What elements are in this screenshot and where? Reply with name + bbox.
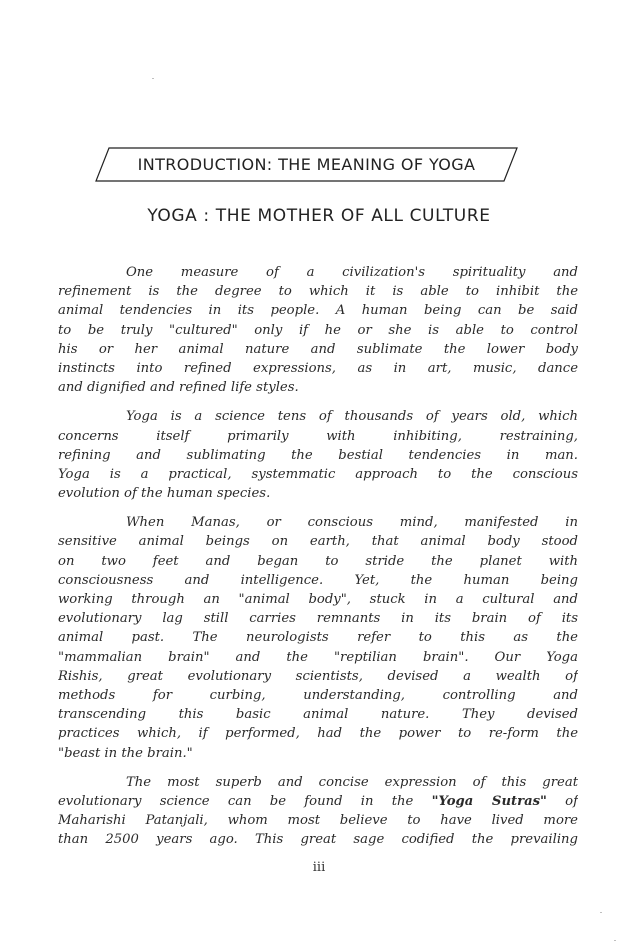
text-line: Yoga is a science tens of thousands of years old, which — [126, 409, 578, 425]
text-line: Rishis, great evolutionary scientists, devised a wealth of — [58, 668, 578, 684]
text-line: on two feet and began to stride the planet with — [58, 553, 578, 569]
text-segment: of — [546, 793, 578, 809]
text-line: When Manas, or conscious mind, manifested in — [126, 515, 578, 531]
text-line: methods for curbing, understanding, controlling and — [58, 687, 578, 703]
text-line: evolution of the human species. — [58, 486, 271, 502]
text-line: animal past. The neurologists refer to this as the — [58, 630, 578, 646]
paragraph — [58, 263, 578, 397]
text-line: evolutionary lag still carries remnants in its brain of its — [58, 611, 578, 627]
text-line: consciousness and intelligence. Yet, the human being — [58, 572, 578, 588]
paragraph — [58, 407, 578, 503]
paragraph — [58, 513, 578, 762]
chapter-banner — [95, 145, 518, 183]
book-title: "Yoga Sutras" — [431, 793, 547, 809]
text-line: concerns itself primarily with inhibiting, restraining, — [58, 428, 578, 444]
scan-speck — [600, 912, 602, 913]
text-line: The most superb and concise expression of this great — [126, 774, 578, 790]
text-segment: evolutionary science can be found in the — [58, 793, 414, 809]
page-number: iii — [312, 860, 326, 875]
text-line: One measure of a civilization's spirituality and — [126, 265, 578, 280]
scan-speck — [152, 78, 154, 79]
text-line: practices which, if performed, had the power to re-form the — [58, 726, 578, 742]
chapter-title: INTRODUCTION: THE MEANING OF YOGA — [137, 154, 476, 174]
text-line: working through an "animal body", stuck in a cultural and — [58, 592, 578, 607]
text-line: instincts into refined expressions, as in art, music, dance — [58, 360, 578, 376]
text-line: than 2500 years ago. This great sage codified the prevailing — [58, 832, 578, 848]
text-line: Yoga is a practical, systemmatic approach to the conscious — [58, 466, 578, 482]
text-line: to be truly "cultured" only if he or she is able to control — [58, 322, 578, 338]
text-line: "mammalian brain" and the "reptilian brain". Our Yoga — [58, 649, 578, 665]
text-line — [58, 792, 578, 811]
text-line: "beast in the brain." — [58, 745, 193, 761]
text-line: his or her animal nature and sublimate the lower body — [58, 341, 578, 357]
scan-speck — [614, 940, 616, 941]
body-text — [58, 263, 578, 849]
text-line: and dignified and refined life styles. — [58, 380, 299, 396]
paragraph — [58, 773, 578, 850]
section-heading: YOGA : THE MOTHER OF ALL CULTURE — [147, 206, 491, 226]
text-line: refining and sublimating the bestial tendencies in man. — [58, 447, 578, 463]
text-line: refinement is the degree to which it is able to inhibit the — [58, 284, 578, 300]
text-line: animal tendencies in its people. A human being can be said — [58, 303, 578, 319]
text-line: sensitive animal beings on earth, that animal body stood — [58, 534, 578, 550]
text-line: transcending this basic animal nature. They devised — [58, 707, 578, 723]
text-line: Maharishi Patanjali, whom most believe to have lived more — [58, 813, 578, 829]
